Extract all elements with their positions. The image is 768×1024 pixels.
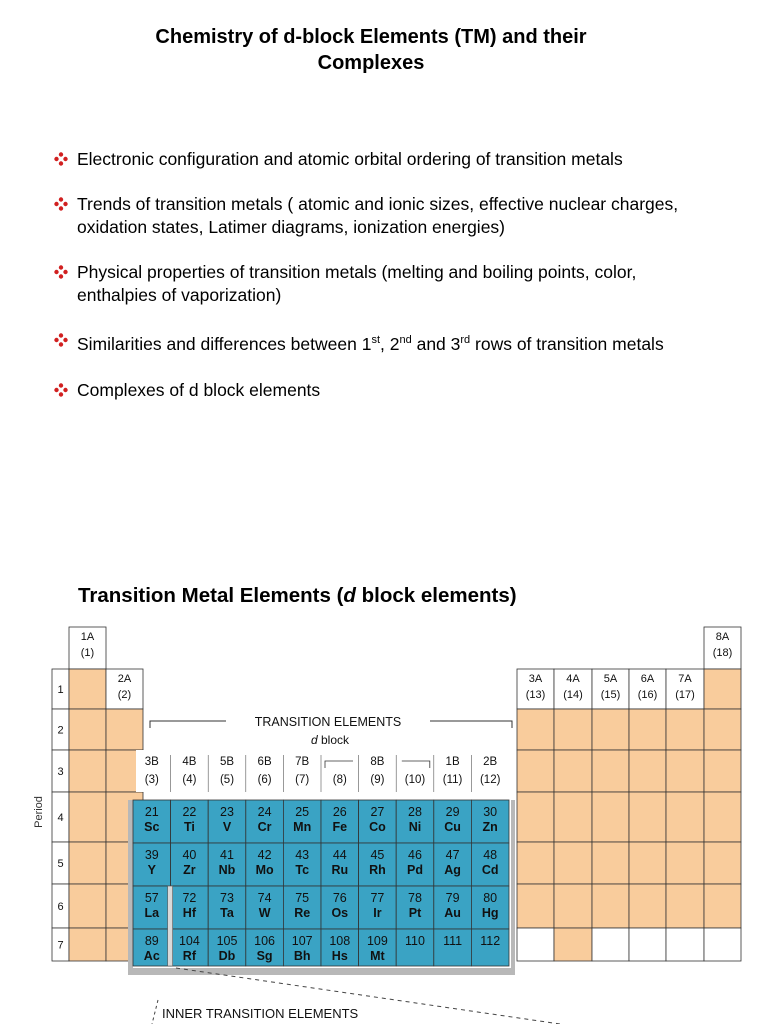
topic-item bbox=[54, 379, 754, 402]
element-cell bbox=[554, 709, 592, 750]
group-number: (18) bbox=[712, 647, 733, 659]
element-cell bbox=[517, 750, 554, 792]
diamond-bullet-icon bbox=[54, 152, 68, 166]
element-cell bbox=[69, 669, 106, 709]
element-cell bbox=[517, 842, 554, 884]
atomic-number: 21 bbox=[144, 805, 159, 819]
group-number: (4) bbox=[182, 774, 197, 786]
topic-item bbox=[54, 329, 754, 356]
group-number: (8) bbox=[332, 774, 347, 786]
element-symbol: Re bbox=[294, 906, 311, 920]
element-cell bbox=[704, 792, 741, 842]
element-cell bbox=[704, 709, 741, 750]
d-block-label: d block bbox=[310, 733, 350, 747]
period-number: 4 bbox=[57, 812, 64, 824]
group-label: 8A bbox=[715, 631, 730, 643]
element-cell bbox=[554, 928, 592, 961]
element-symbol: Pt bbox=[408, 906, 422, 920]
atomic-number: 27 bbox=[370, 805, 385, 819]
diamond-bullet-icon bbox=[54, 265, 68, 279]
group-label: 6B bbox=[257, 756, 272, 768]
group-label: 4A bbox=[566, 673, 580, 685]
atomic-number: 47 bbox=[445, 848, 460, 862]
group-number: (10) bbox=[404, 774, 426, 786]
element-cell bbox=[592, 884, 629, 928]
atomic-number: 25 bbox=[295, 805, 310, 819]
topic-item bbox=[54, 261, 754, 307]
group-label: 3A bbox=[528, 673, 543, 685]
group-label: 7A bbox=[678, 673, 692, 685]
group-number: (7) bbox=[295, 774, 310, 786]
atomic-number: 89 bbox=[144, 934, 159, 948]
atomic-number: 72 bbox=[182, 891, 197, 905]
atomic-number: 108 bbox=[329, 934, 351, 948]
group-number: (2) bbox=[117, 689, 132, 701]
inner-transition-label: INNER TRANSITION ELEMENTS bbox=[162, 1006, 359, 1021]
element-symbol: Ta bbox=[220, 906, 234, 920]
element-cell bbox=[517, 928, 554, 961]
topic-item bbox=[54, 193, 754, 239]
element-cell bbox=[554, 884, 592, 928]
element-cell bbox=[704, 842, 741, 884]
f-block-gap bbox=[168, 886, 173, 966]
atomic-number: 29 bbox=[445, 805, 460, 819]
period-number: 1 bbox=[57, 684, 64, 696]
element-cell bbox=[629, 884, 666, 928]
group-number: (6) bbox=[257, 774, 272, 786]
element-cell bbox=[666, 842, 704, 884]
element-cell bbox=[517, 709, 554, 750]
atomic-number: 45 bbox=[370, 848, 385, 862]
element-cell bbox=[629, 842, 666, 884]
group-label: 1B bbox=[445, 756, 460, 768]
element-symbol: Hs bbox=[331, 949, 348, 963]
group-number: (1) bbox=[80, 647, 95, 659]
element-symbol: Ac bbox=[143, 949, 160, 963]
period-number: 7 bbox=[57, 939, 64, 952]
transition-elements-label: TRANSITION ELEMENTS bbox=[254, 715, 402, 729]
atomic-number: 76 bbox=[332, 891, 347, 905]
group-label: 2B bbox=[483, 756, 498, 768]
atomic-number: 28 bbox=[408, 805, 422, 819]
atomic-number: 30 bbox=[483, 805, 498, 819]
atomic-number: 24 bbox=[257, 805, 272, 819]
atomic-number: 107 bbox=[291, 934, 313, 948]
atomic-number: 41 bbox=[220, 848, 234, 862]
element-cell bbox=[69, 709, 106, 750]
topic-text: enthalpies of vaporization) bbox=[77, 285, 282, 305]
diamond-bullet-icon bbox=[54, 197, 68, 211]
topic-text: Complexes of d block elements bbox=[77, 379, 321, 400]
element-cell bbox=[517, 884, 554, 928]
atomic-number: 77 bbox=[370, 891, 385, 905]
element-cell bbox=[704, 884, 741, 928]
atomic-number: 104 bbox=[178, 934, 200, 948]
element-cell bbox=[666, 792, 704, 842]
group-label: 5B bbox=[219, 756, 235, 768]
element-symbol: Pd bbox=[407, 863, 423, 877]
element-cell bbox=[69, 884, 106, 928]
atomic-number: 43 bbox=[295, 848, 310, 862]
group-number: (15) bbox=[600, 689, 621, 701]
element-symbol: Ag bbox=[444, 863, 461, 877]
element-symbol: Y bbox=[147, 863, 156, 877]
element-symbol: Ni bbox=[408, 820, 422, 834]
group-number: (11) bbox=[442, 774, 463, 786]
section-title: Transition Metal Elements (d block elements) bbox=[78, 584, 517, 607]
element-cell bbox=[554, 792, 592, 842]
element-symbol: Co bbox=[369, 820, 386, 834]
atomic-number: 80 bbox=[483, 891, 498, 905]
element-symbol: Zn bbox=[482, 820, 498, 834]
element-symbol: Ir bbox=[373, 906, 382, 920]
element-symbol: Hf bbox=[182, 906, 197, 920]
group-number: (17) bbox=[675, 689, 695, 701]
element-cell bbox=[592, 792, 629, 842]
element-cell bbox=[704, 750, 741, 792]
element-cell bbox=[106, 709, 143, 750]
element-cell bbox=[666, 884, 704, 928]
element-symbol: Cr bbox=[257, 820, 272, 834]
atomic-number: 110 bbox=[405, 934, 425, 948]
element-symbol: Au bbox=[444, 906, 461, 920]
group-number: (16) bbox=[637, 689, 658, 701]
atomic-number: 48 bbox=[483, 848, 498, 862]
group-number: (3) bbox=[144, 774, 159, 786]
element-symbol: V bbox=[222, 820, 232, 834]
group-label: 4B bbox=[182, 756, 197, 768]
element-cell bbox=[69, 928, 106, 961]
atomic-number: 42 bbox=[257, 848, 272, 862]
element-symbol: Rh bbox=[369, 863, 386, 877]
element-cell bbox=[629, 928, 666, 961]
title-line-1: Chemistry of d-block Elements (TM) and their bbox=[155, 26, 587, 48]
atomic-number: 39 bbox=[144, 848, 159, 862]
group-label: 2A bbox=[117, 673, 132, 685]
element-cell bbox=[704, 928, 741, 961]
element-symbol: Ru bbox=[331, 863, 349, 877]
element-cell bbox=[629, 792, 666, 842]
group-label: 6A bbox=[640, 673, 655, 685]
atomic-number: 23 bbox=[220, 805, 234, 819]
group-label: 8B bbox=[370, 756, 385, 768]
group-number: (13) bbox=[525, 689, 546, 701]
periodic-table-figure bbox=[28, 620, 768, 1024]
element-cell bbox=[666, 750, 704, 792]
title-line-2: Complexes bbox=[317, 52, 425, 74]
element-symbol: Rf bbox=[182, 949, 197, 963]
element-symbol: Sc bbox=[144, 820, 160, 834]
topic-text: Trends of transition metals ( atomic and ionic sizes, effective nuclear charges, bbox=[77, 194, 679, 214]
element-symbol: Db bbox=[218, 949, 236, 963]
group-number: (14) bbox=[563, 689, 583, 701]
element-symbol: Mt bbox=[370, 949, 385, 963]
period-number: 5 bbox=[57, 858, 64, 870]
element-symbol: W bbox=[258, 906, 271, 920]
element-cell bbox=[629, 709, 666, 750]
atomic-number: 57 bbox=[144, 891, 159, 905]
atomic-number: 26 bbox=[332, 805, 347, 819]
atomic-number: 106 bbox=[254, 934, 276, 948]
atomic-number: 109 bbox=[366, 934, 388, 948]
atomic-number: 40 bbox=[182, 848, 197, 862]
element-cell bbox=[69, 750, 106, 792]
topic-item bbox=[54, 148, 754, 171]
group-label: 5A bbox=[603, 673, 618, 685]
atomic-number: 111 bbox=[443, 934, 463, 948]
group-label: 7B bbox=[295, 756, 310, 768]
element-cell bbox=[592, 709, 629, 750]
element-symbol: La bbox=[144, 906, 160, 920]
topic-list bbox=[54, 148, 754, 402]
element-symbol: Zr bbox=[183, 863, 196, 877]
element-symbol: Tc bbox=[295, 863, 310, 877]
period-number: 3 bbox=[57, 766, 64, 778]
topic-text: Physical properties of transition metals (melting and boiling points, color, bbox=[77, 262, 637, 282]
period-number: 2 bbox=[57, 724, 64, 737]
element-symbol: Bh bbox=[293, 949, 311, 963]
element-symbol: Ti bbox=[183, 820, 195, 834]
atomic-number: 46 bbox=[408, 848, 422, 862]
page-title bbox=[0, 24, 742, 76]
element-cell bbox=[554, 842, 592, 884]
element-cell bbox=[666, 928, 704, 961]
group-number: (12) bbox=[479, 774, 501, 786]
atomic-number: 79 bbox=[445, 891, 460, 905]
element-cell bbox=[592, 750, 629, 792]
element-cell bbox=[554, 750, 592, 792]
diamond-bullet-icon bbox=[54, 333, 68, 347]
element-cell bbox=[666, 709, 704, 750]
element-symbol: Nb bbox=[218, 863, 236, 877]
element-symbol: Cu bbox=[444, 820, 461, 834]
group-number: (5) bbox=[219, 774, 235, 786]
atomic-number: 44 bbox=[332, 848, 347, 862]
element-symbol: Hg bbox=[481, 906, 499, 920]
atomic-number: 73 bbox=[220, 891, 234, 905]
atomic-number: 78 bbox=[408, 891, 422, 905]
group-number: (9) bbox=[370, 774, 385, 786]
element-cell bbox=[69, 842, 106, 884]
element-cell bbox=[704, 669, 741, 709]
topic-text: oxidation states, Latimer diagrams, ionization energies) bbox=[77, 217, 505, 237]
atomic-number: 105 bbox=[216, 934, 238, 948]
group-label: 1A bbox=[80, 631, 95, 643]
atomic-number: 75 bbox=[295, 891, 310, 905]
element-cell bbox=[592, 842, 629, 884]
atomic-number: 112 bbox=[480, 934, 501, 948]
element-cell bbox=[69, 792, 106, 842]
atomic-number: 74 bbox=[257, 891, 272, 905]
topic-text: Similarities and differences between 1st, 2nd and 3rd rows of transition metals bbox=[77, 333, 664, 354]
element-symbol: Mn bbox=[293, 820, 312, 834]
element-cell bbox=[592, 928, 629, 961]
atomic-number: 22 bbox=[182, 805, 197, 819]
diamond-bullet-icon bbox=[54, 383, 68, 397]
element-cell bbox=[517, 792, 554, 842]
element-cell bbox=[629, 750, 666, 792]
group-label: 3B bbox=[144, 756, 159, 768]
inner-pointer-left bbox=[152, 1000, 158, 1024]
period-number: 6 bbox=[57, 901, 64, 913]
topic-text: Electronic configuration and atomic orbital ordering of transition metals bbox=[77, 149, 623, 169]
element-symbol: Sg bbox=[256, 949, 273, 963]
element-symbol: Fe bbox=[332, 820, 348, 834]
period-axis-label: Period bbox=[33, 796, 45, 828]
element-symbol: Os bbox=[331, 906, 349, 920]
element-symbol: Cd bbox=[481, 863, 499, 877]
element-symbol: Mo bbox=[255, 863, 274, 877]
